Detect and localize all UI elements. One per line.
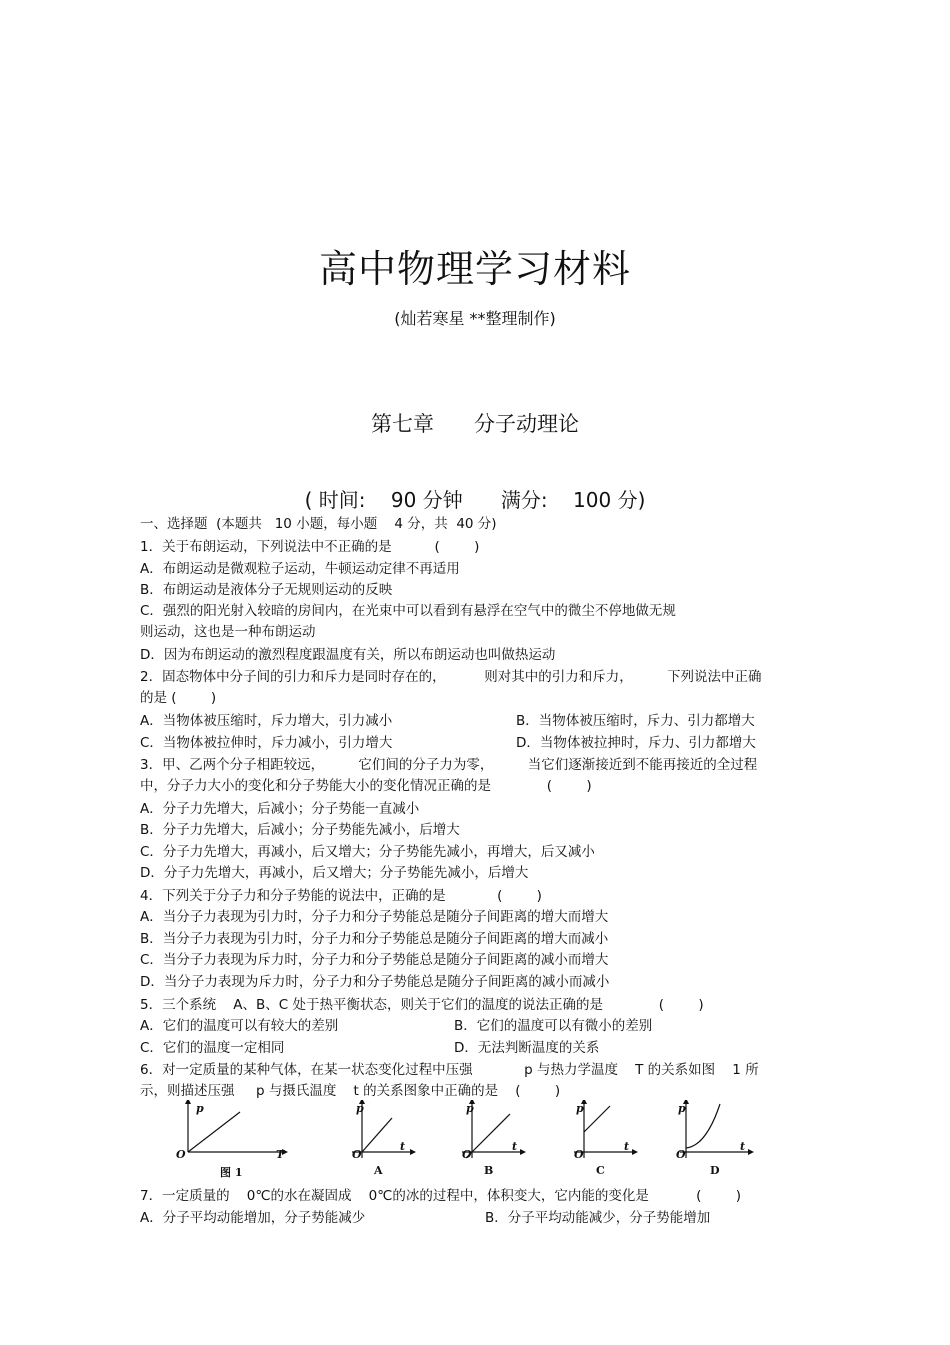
question-4-option-a: A．当分子力表现为引力时，分子力和分子势能总是随分子间距离的增大而增大 [140, 909, 609, 925]
question-4-option-d: D．当分子力表现为斥力时，分子力和分子势能总是随分子间距离的减小而减小 [140, 974, 610, 990]
question-3-stem: 3．甲、乙两个分子相距较远， 它们间的分子力为零， 当它们逐渐接近到不能再接近的全过程 [140, 757, 758, 773]
question-5-stem: 5．三个系统 A、B、C 处于热平衡状态，则关于它们的温度的说法正确的是 ( ) [140, 997, 704, 1013]
question-5-option-c: C．它们的温度一定相同 [140, 1040, 285, 1056]
document-subtitle: (灿若寒星 **整理制作) [394, 309, 556, 328]
question-4-option-c: C．当分子力表现为斥力时，分子力和分子势能总是随分子间距离的减小而增大 [140, 952, 609, 968]
question-5-option-a: A．它们的温度可以有较大的差别 [140, 1018, 339, 1034]
figure-a-p-label: p [356, 1102, 364, 1115]
question-3-option-a: A．分子力先增大，后减小；分子势能一直减小 [140, 801, 420, 817]
document-title: 高中物理学习材料 [318, 247, 631, 291]
figure-1-p-label: p [196, 1102, 204, 1115]
figure-b [458, 1100, 528, 1180]
figure-b-t-label: t [512, 1140, 518, 1153]
question-5-option-b: B．它们的温度可以有微小的差别 [454, 1018, 653, 1034]
question-1-option-d: D．因为布朗运动的激烈程度跟温度有关，所以布朗运动也叫做热运动 [140, 647, 556, 663]
question-7-stem: 7．一定质量的 0℃的水在凝固成 0℃的冰的过程中，体积变大，它内能的变化是 ( ) [140, 1188, 741, 1204]
question-3-option-b: B．分子力先增大，后减小；分子势能先减小，后增大 [140, 822, 460, 838]
figure-d-origin-label: O [676, 1148, 686, 1161]
question-2-option-b: B．当物体被压缩时，斥力、引力都增大 [516, 713, 755, 729]
figure-a [348, 1100, 418, 1180]
question-4-stem: 4．下列关于分子力和分子势能的说法中，正确的是 ( ) [140, 888, 542, 904]
question-2-stem: 2．固态物体中分子间的引力和斥力是同时存在的， 则对其中的引力和斥力， 下列说法中正确 [140, 669, 762, 685]
question-7-option-b: B．分子平均动能减少，分子势能增加 [485, 1210, 711, 1226]
question-6-stem: 6．对一定质量的某种气体，在某一状态变化过程中压强 p 与热力学温度 T 的关系如图 1 所 [140, 1062, 759, 1078]
figure-c-t-label: t [624, 1140, 630, 1153]
question-3-option-c: C．分子力先增大，再减小，后又增大；分子势能先减小，再增大，后又减小 [140, 844, 595, 860]
figure-d [676, 1100, 756, 1180]
chapter-heading: 第七章 分子动理论 [370, 412, 580, 436]
question-7-option-a: A．分子平均动能增加，分子势能减少 [140, 1210, 366, 1226]
question-3-stem-cont: 中，分子力大小的变化和分子势能大小的变化情况正确的是 ( ) [140, 778, 592, 794]
figure-a-caption: A [374, 1164, 383, 1177]
figure-b-p-label: p [466, 1102, 474, 1115]
figure-b-caption: B [484, 1164, 494, 1177]
figure-c-caption: C [596, 1164, 605, 1177]
question-1-option-c: C．强烈的阳光射入较暗的房间内，在光束中可以看到有悬浮在空气中的微尘不停地做无规 [140, 603, 676, 619]
question-2-option-a: A．当物体被压缩时，斥力增大，引力减小 [140, 713, 393, 729]
question-1-option-a: A．布朗运动是微观粒子运动，牛顿运动定律不再适用 [140, 561, 460, 577]
figure-d-caption: D [710, 1164, 720, 1177]
question-6-stem-cont: 示，则描述压强 p 与摄氏温度 t 的关系图象中正确的是 ( ) [140, 1083, 561, 1099]
figure-b-origin-label: O [462, 1148, 472, 1161]
figure-c [570, 1100, 640, 1180]
figure-1-origin-label: O [176, 1148, 186, 1161]
question-6-figures [140, 1100, 800, 1180]
figure-1-T-label: T [276, 1148, 285, 1161]
time-score-info: ( 时间: 90 分钟 满分: 100 分) [304, 488, 646, 512]
figure-d-p-label: p [678, 1102, 686, 1115]
question-4-option-b: B．当分子力表现为引力时，分子力和分子势能总是随分子间距离的增大而减小 [140, 931, 609, 947]
question-2-option-d: D．当物体被拉抻时，斥力、引力都增大 [516, 735, 756, 751]
question-2-option-c: C．当物体被拉伸时，斥力减小，引力增大 [140, 735, 393, 751]
figure-d-t-label: t [740, 1140, 746, 1153]
figure-a-t-label: t [400, 1140, 406, 1153]
figure-c-origin-label: O [574, 1148, 584, 1161]
question-5-option-d: D．无法判断温度的关系 [454, 1040, 600, 1056]
figure-c-p-label: p [576, 1102, 584, 1115]
question-3-option-d: D．分子力先增大，再减小，后又增大；分子势能先减小，后增大 [140, 865, 529, 881]
figure-1-caption: 图 1 [220, 1166, 243, 1179]
section-heading: 一、选择题 (本题共 10 小题，每小题 4 分，共 40 分) [140, 516, 497, 532]
question-1-stem: 1．关于布朗运动，下列说法中不正确的是 ( ) [140, 539, 480, 555]
question-1-option-b: B．布朗运动是液体分子无规则运动的反映 [140, 582, 393, 598]
figure-1 [176, 1100, 290, 1180]
question-1-option-c-cont: 则运动，这也是一种布朗运动 [140, 624, 316, 640]
figure-a-origin-label: O [352, 1148, 362, 1161]
question-2-stem-cont: 的是 ( ) [140, 690, 217, 706]
